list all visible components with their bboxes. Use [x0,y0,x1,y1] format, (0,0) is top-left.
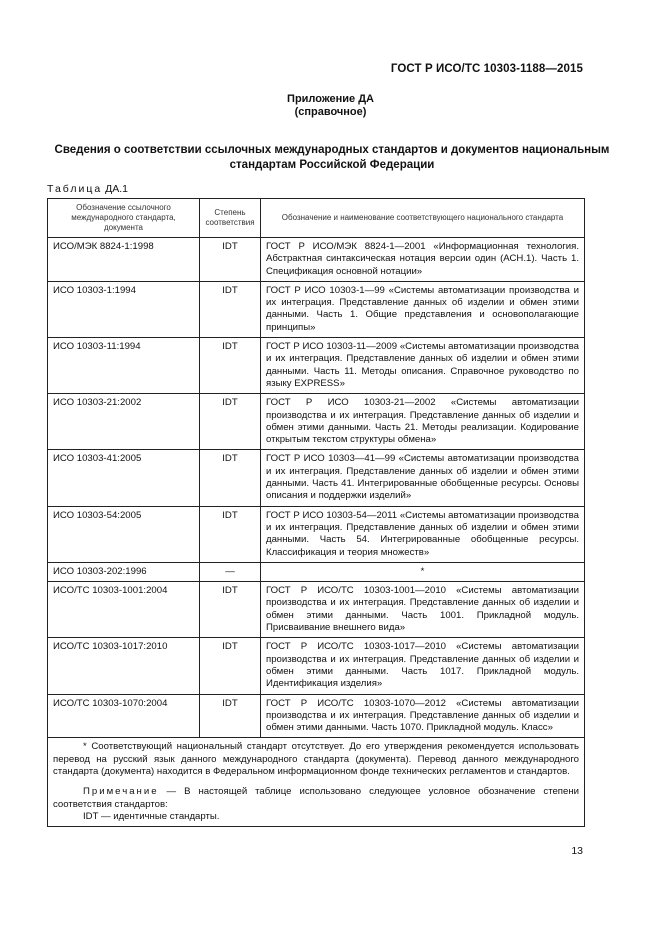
annex-title: Приложение ДА [287,93,374,105]
degree-cell: IDT [200,694,261,738]
table-row [48,281,585,337]
document-title: Сведения о соответствии ссылочных международных стандартов и документов национальным стандартам Российской Федерации [54,144,610,171]
table-row [48,694,585,738]
column-header-degree: Степень соответствия [200,199,261,238]
table-row [48,506,585,562]
note-label: Примечание [83,786,159,798]
note-item: IDT — идентичные стандарты. [83,810,220,822]
reference-cell: ИСО 10303-41:2005 [48,450,200,506]
reference-cell: ИСО 10303-1:1994 [48,281,200,337]
degree-cell: IDT [200,450,261,506]
national-standard-cell: ГОСТ Р ИСО 10303-11—2009 «Системы автоматизации производства и их интеграция. Представление данных об изделии и обмен этими данными. Часть 11. Методы описания. Справочное руководство по языку EXPRESS» [261,338,585,394]
degree-cell: IDT [200,582,261,638]
national-standard-cell: ГОСТ Р ИСО/ТС 10303-1001—2010 «Системы автоматизации производства и их интеграция. Представление данных об изделии и обмен этими данными. Часть 1001. Прикладной модуль. Присваивание внешнего вида» [261,582,585,638]
table-caption-number: ДА.1 [105,183,128,195]
reference-cell: ИСО/МЭК 8824-1:1998 [48,238,200,282]
standard-code-header: ГОСТ Р ИСО/ТС 10303-1188—2015 [390,63,583,75]
table-row [48,394,585,450]
correspondence-table [47,198,585,827]
national-standard-cell: ГОСТ Р ИСО/МЭК 8824-1—2001 «Информационная технология. Абстрактная синтаксическая нотация версии один (АСН.1). Часть 1. Спецификация основной нотации» [261,238,585,282]
degree-cell: IDT [200,338,261,394]
national-standard-cell: ГОСТ Р ИСО 10303—41—99 «Системы автоматизации производства и их интеграция. Представление данных об изделии и обмен этими данными. Часть 41. Интегрированные обобщенные ресурсы. Основы описания и поддержки изделий» [261,450,585,506]
page-number: 13 [571,845,583,857]
table-row [48,450,585,506]
national-standard-cell: ГОСТ Р ИСО/ТС 10303-1017—2010 «Системы автоматизации производства и их интеграция. Представление данных об изделии и обмен этими данными. Часть 1017. Прикладной модуль. Идентификация изделия» [261,638,585,694]
degree-cell: IDT [200,506,261,562]
reference-cell: ИСО 10303-21:2002 [48,394,200,450]
table-row [48,338,585,394]
table-notes-row [48,738,585,827]
reference-cell: ИСО 10303-11:1994 [48,338,200,394]
national-standard-cell: ГОСТ Р ИСО/ТС 10303-1070—2012 «Системы автоматизации производства и их интеграция. Представление данных об изделии и обмен этими данными. Часть 1070. Прикладной модуль. Класс» [261,694,585,738]
table-caption-label: Таблица [47,183,103,195]
column-header-reference: Обозначение ссылочного международного стандарта, документа [48,199,200,238]
degree-cell: IDT [200,638,261,694]
reference-cell: ИСО 10303-202:1996 [48,562,200,581]
table-row [48,562,585,581]
table-caption [47,183,128,195]
table-notes-cell [48,738,585,827]
reference-cell: ИСО 10303-54:2005 [48,506,200,562]
note-text: — В настоящей таблице использовано следующее условное обозначение степени соответствия стандартов: [53,786,579,810]
national-standard-cell: * [261,562,585,581]
reference-cell: ИСО/ТС 10303-1070:2004 [48,694,200,738]
table-header-row [48,199,585,238]
footnote-text: * Соответствующий национальный стандарт отсутствует. До его утверждения рекомендуется использовать перевод на русский язык данного международного стандарта (документа). Перевод данного международного стандарта (документа) находится в Федеральном информационном фонде технических регламентов и стандартов. [53,741,579,777]
table-row [48,238,585,282]
degree-cell: IDT [200,238,261,282]
degree-cell: IDT [200,281,261,337]
reference-cell: ИСО/ТС 10303-1001:2004 [48,582,200,638]
table-note [53,786,579,811]
table-footnote [53,741,579,778]
national-standard-cell: ГОСТ Р ИСО 10303-54—2011 «Системы автоматизации производства и их интеграция. Представление данных об изделии и обмен этими данными. Часть 54. Интегрированные обобщенные ресурсы. Классификация и теория множеств» [261,506,585,562]
annex-type: (справочное) [294,106,367,118]
table-row [48,638,585,694]
reference-cell: ИСО/ТС 10303-1017:2010 [48,638,200,694]
degree-cell: IDT [200,394,261,450]
national-standard-cell: ГОСТ Р ИСО 10303-1—99 «Системы автоматизации производства и их интеграция. Представление данных об изделии и обмен этими данными. Часть 1. Общие представления и основополагающие принципы» [261,281,585,337]
national-standard-cell: ГОСТ Р ИСО 10303-21—2002 «Системы автоматизации производства и их интеграция. Представление данных об изделии и обмен этими данными. Часть 21. Методы реализации. Кодирование открытым текстом структуры обмена» [261,394,585,450]
degree-cell: — [200,562,261,581]
table-row [48,582,585,638]
column-header-national-standard: Обозначение и наименование соответствующего национального стандарта [261,199,585,238]
